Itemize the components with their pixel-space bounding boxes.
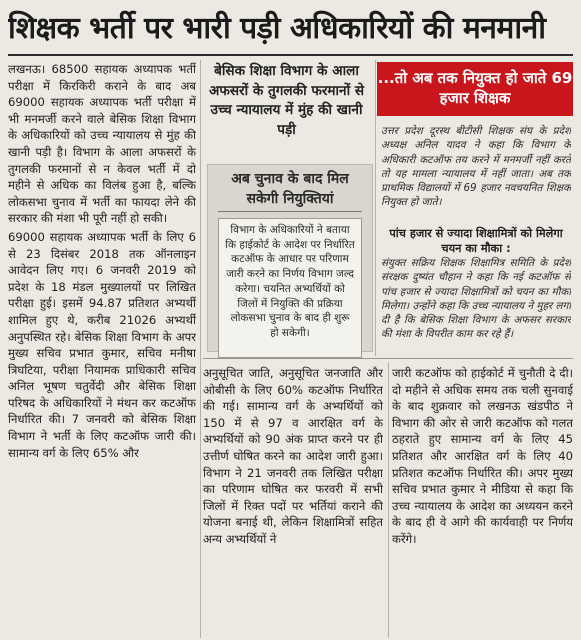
column-divider [200,60,201,638]
column-divider [388,362,389,638]
paragraph: लखनऊ। 68500 सहायक अध्यापक भर्ती परीक्षा में किरकिरी कराने के बाद अब 69000 सहायक अध्यापक भर्ती परीक्षा में भी मनमर्जी करने वाले बेसिक शिक्षा विभाग के अधिकारियों को उच्च न्यायालय से मुंह की खानी पड़ी है। विभाग के आला अफसरों के तुगलकी फरमानों से न केवल भर्ती में दो महीने से अधिक का विलंब हुआ है, बल्कि लोकसभा चुनाव में भर्ती का फायदा लेने की सरकार की मंशा भी पूरी नहीं हो सकी। [8,62,196,226]
column-divider [375,60,376,356]
headline: शिक्षक भर्ती पर भारी पड़ी अधिकारियों की मनमानी [8,11,546,46]
section-rule [203,358,573,359]
subhead: पांच हजार से ज्यादा शिक्षामित्रों को मिलेगा चयन का मौका : [389,227,563,255]
sidebar-box-title: अब चुनाव के बाद मिल सकेगी नियुक्तियां [218,169,362,212]
red-banner-headline: ...तो अब तक नियुक्त हो जाते 69 हजार शिक्षक [377,62,573,116]
article-column-1 [8,61,196,636]
quote-paragraph: संयुक्त सक्रिय शिक्षक शिक्षामित्र समिति के प्रदेश संरक्षक दुष्यंत चौहान ने कहा कि नई कटऑफ से पांच हजार से ज्यादा शिक्षामित्रों को चयन का मौका मिलेगा। उन्होंने कहा कि उच्च न्यायालय ने मुहर लगा दी है कि बेसिक शिक्षा विभाग के अफसर सरकार की मंशा के विपरीत काम कर रहे हैं। [381,257,571,341]
sidebar-box [207,164,373,352]
sidebar-box-body: विभाग के अधिकारियों ने बताया कि हाईकोर्ट के आदेश पर निर्धारित कटऑफ के आधार पर परिणाम जारी करने का निर्णय विभाग जल्द करेगा। चयनित अभ्यर्थियों को जिलों में नियुक्ति की प्रक्रिया लोकसभा चुनाव के बाद ही शुरू हो सकेगी। [218,218,362,358]
deck-subheadline: बेसिक शिक्षा विभाग के आला अफसरों के तुगलकी फरमानों से उच्च न्यायालय में मुंह की खानी पड़ी [208,63,365,138]
headline-rule [8,54,573,56]
paragraph: 69000 सहायक अध्यापक भर्ती के लिए 6 से 23 दिसंबर 2018 तक ऑनलाइन आवेदन लिए गए। 6 जनवरी 2019 को प्रदेश के 18 मंडल मुख्यालयों पर लिखित परीक्षा हुई। इसमें 94.87 प्रतिशत अभ्यर्थी शामिल हुए थे, करीब 21026 अभ्यर्थी अनुपस्थित रहे। बेसिक शिक्षा विभाग के अपर मुख्य सचिव प्रभात कुमार, सचिव मनीषा त्रिघटिया, परीक्षा नियामक प्राधिकारी सचिव अनिल भूषण चतुर्वेदी और बेसिक शिक्षा परिषद के अधिकारियों ने मंथन कर कटऑफ निर्धारित की। 7 जनवरी को बेसिक शिक्षा विभाग ने भर्ती के लिए कटऑफ जारी की। सामान्य वर्ग के लिए 65% और [8,229,196,460]
quote-paragraph: उत्तर प्रदेश दूरस्थ बीटीसी शिक्षक संघ के प्रदेश अध्यक्ष अनिल यादव ने कहा कि विभाग के अधिकारी कटऑफ तय करने में मनमर्जी नहीं करते तो यह मामला न्यायालय में नहीं जाता। अब तक प्राथमिक विद्यालयों में 69 हजार नवचयनित शिक्षक नियुक्त हो जाते। [381,125,571,209]
article-column-3: जारी कटऑफ को हाईकोर्ट में चुनौती दे दी। दो महीने से अधिक समय तक चली सुनवाई के बाद शुक्रवार को लखनऊ खंडपीठ ने विभाग की ओर से जारी कटऑफ को गलत ठहराते हुए सामान्य वर्ग के लिए 45 प्रतिशत और आरक्षित वर्ग के लिए 40 प्रतिशत कटऑफ निर्धारित की। अपर मुख्य सचिव प्रभात कुमार ने मीडिया से कहा कि उच्च न्यायालय के आदेश का अध्ययन करने के बाद ही वे आगे की कार्यवाही पर निर्णय करेंगे। [392,366,573,546]
article-column-2: अनुसूचित जाति, अनुसूचित जनजाति और ओबीसी के लिए 60% कटऑफ निर्धारित की गई। सामान्य वर्ग के अभ्यर्थियों को 150 में से 97 व आरक्षित वर्ग के अभ्यर्थियों को 90 अंक प्राप्त करने पर ही उत्तीर्ण घोषित करने का आदेश जारी हुआ। विभाग ने 21 जनवरी तक लिखित परीक्षा का परिणाम घोषित कर फरवरी में सभी जिलों में रिक्त पदों पर भर्तियां कराने की योजना बनाई थी, लेकिन शिक्षामित्रों सहित अन्य अभ्यर्थियों ने [203,366,383,546]
